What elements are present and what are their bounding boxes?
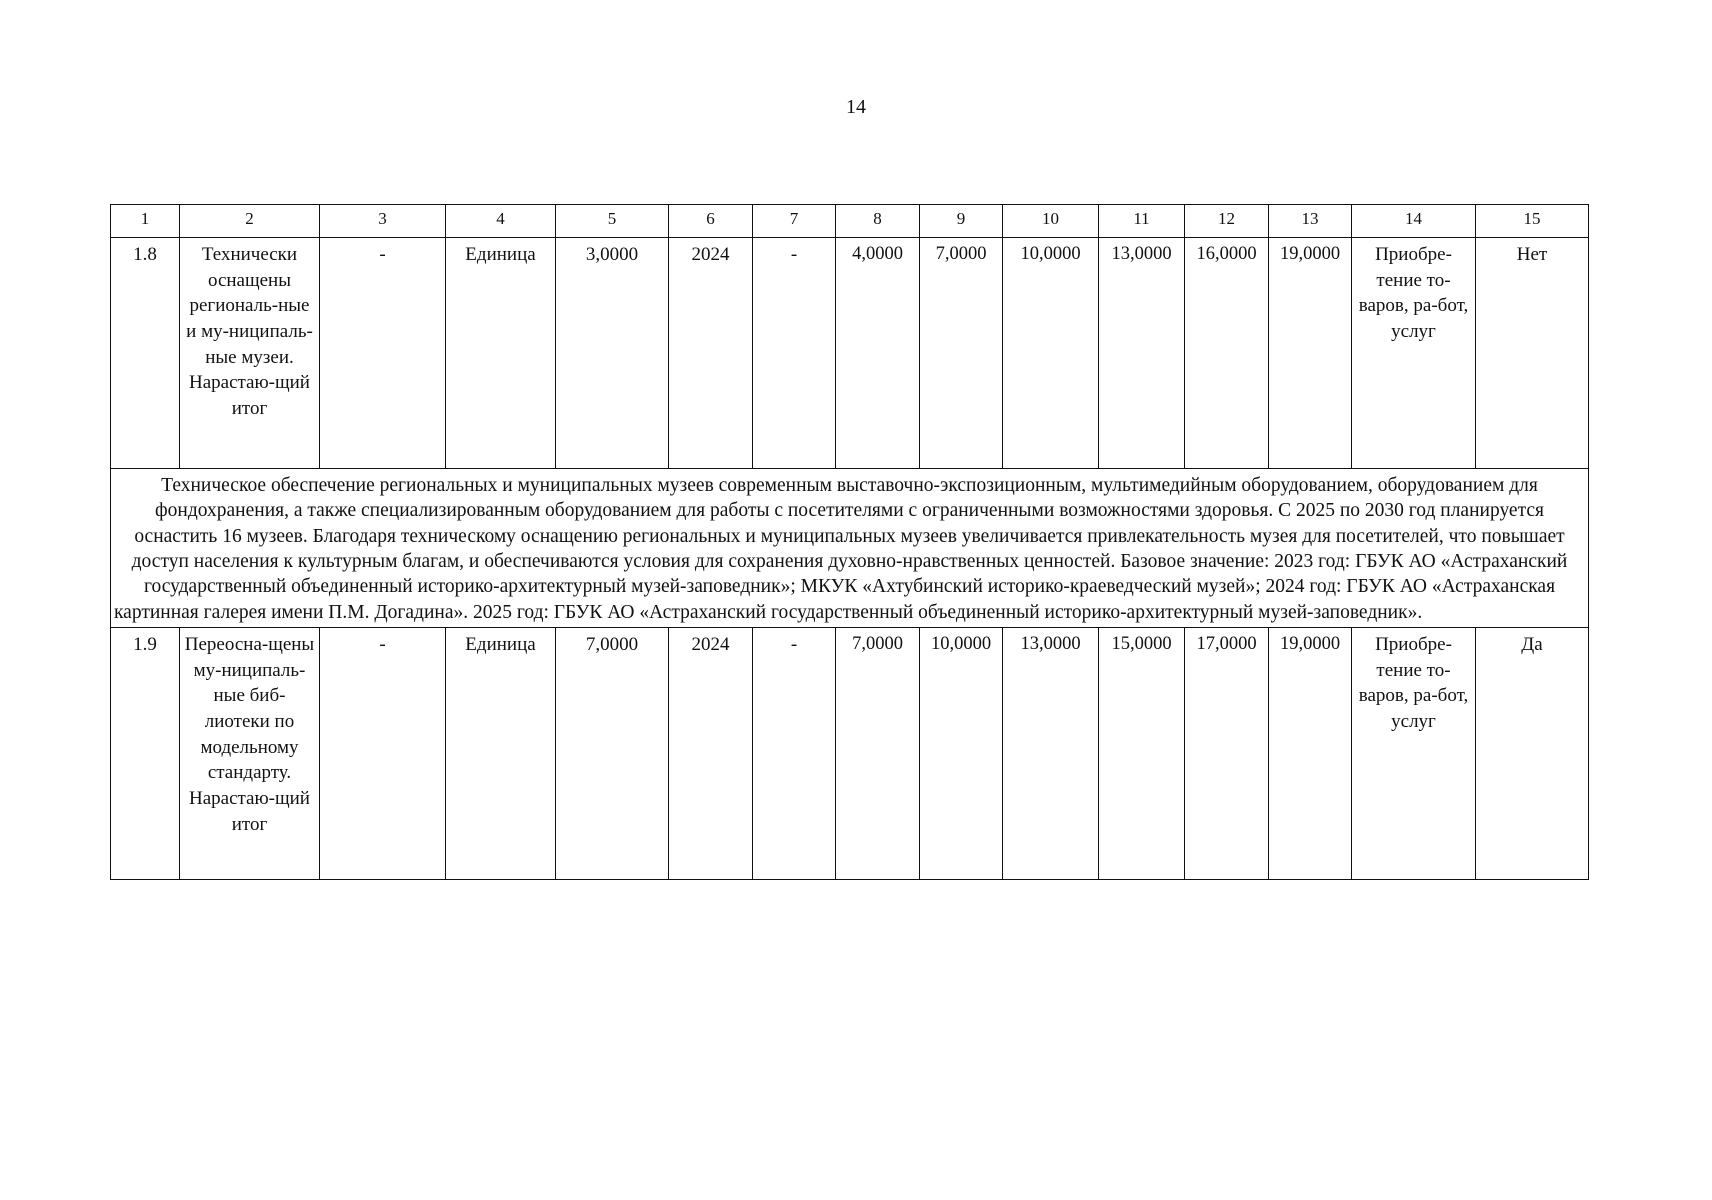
cell-col7: - (753, 628, 836, 880)
value-cell: 17,0000 (1185, 628, 1269, 880)
value-cell: 19,0000 (1269, 628, 1352, 880)
header-cell: 11 (1099, 205, 1185, 238)
value-cell: 7,0000 (836, 628, 920, 880)
header-cell: 9 (920, 205, 1003, 238)
header-cell: 3 (320, 205, 446, 238)
table-row (111, 238, 1589, 469)
indicator-name: Переосна-щены му-ниципаль-ные биб-лиотеки по модельному стандарту. Нарастаю-щий итог (180, 628, 320, 880)
base-year-cell: 2024 (669, 238, 753, 469)
value-cell: 13,0000 (1099, 238, 1185, 469)
value-cell: 15,0000 (1099, 628, 1185, 880)
value-cell: 16,0000 (1185, 238, 1269, 469)
header-cell: 10 (1003, 205, 1099, 238)
header-cell: 12 (1185, 205, 1269, 238)
value-cell: 13,0000 (1003, 628, 1099, 880)
table-header-row (111, 205, 1589, 238)
value-cell: 19,0000 (1269, 238, 1352, 469)
unit-cell: Единица (446, 628, 556, 880)
header-cell: 6 (669, 205, 753, 238)
indicator-description: Техническое обеспечение региональных и муниципальных музеев современным выставочно-экспозиционным, мультимедийным оборудованием, оборудованием для фондохранения, а также специализированным оборудованием для работы с посетителями с ограниченными возможностями здоровья. С 2025 по 2030 год планируется оснастить 16 музеев. Благодаря техническому оснащению региональных и муниципальных музеев увеличивается привлекательность музея для посетителей, что повышает доступ населения к культурным благам, и обеспечиваются условия для сохранения духовно-нравственных ценностей. Базовое значение: 2023 год: ГБУК АО «Астраханский государственный объединенный историко-архитектурный музей-заповедник»; МКУК «Ахтубинский историко-краеведческий музей»; 2024 год: ГБУК АО «Астраханская картинная галерея имени П.М. Догадина». 2025 год: ГБУК АО «Астраханский государственный объединенный историко-архитектурный музей-заповедник». (111, 469, 1589, 628)
header-cell: 5 (556, 205, 669, 238)
base-value-cell: 7,0000 (556, 628, 669, 880)
cell-col3: - (320, 238, 446, 469)
header-cell: 8 (836, 205, 920, 238)
activity-cell: Приобре-тение то-варов, ра-бот, услуг (1352, 238, 1476, 469)
flag-cell: Нет (1476, 238, 1589, 469)
value-cell: 10,0000 (1003, 238, 1099, 469)
header-cell: 2 (180, 205, 320, 238)
value-cell: 4,0000 (836, 238, 920, 469)
header-cell: 1 (111, 205, 180, 238)
base-year-cell: 2024 (669, 628, 753, 880)
flag-cell: Да (1476, 628, 1589, 880)
base-value-cell: 3,0000 (556, 238, 669, 469)
header-cell: 14 (1352, 205, 1476, 238)
description-row (111, 469, 1589, 628)
header-cell: 15 (1476, 205, 1589, 238)
indicators-table (110, 204, 1589, 880)
header-cell: 7 (753, 205, 836, 238)
cell-col3: - (320, 628, 446, 880)
value-cell: 10,0000 (920, 628, 1003, 880)
header-cell: 13 (1269, 205, 1352, 238)
activity-cell: Приобре-тение то-варов, ра-бот, услуг (1352, 628, 1476, 880)
row-number: 1.8 (111, 238, 180, 469)
cell-col7: - (753, 238, 836, 469)
row-number: 1.9 (111, 628, 180, 880)
unit-cell: Единица (446, 238, 556, 469)
value-cell: 7,0000 (920, 238, 1003, 469)
table-row (111, 628, 1589, 880)
indicator-name: Технически оснащены региональ-ные и му-ниципаль-ные музеи. Нарастаю-щий итог (180, 238, 320, 469)
page-number: 14 (846, 96, 866, 118)
header-cell: 4 (446, 205, 556, 238)
